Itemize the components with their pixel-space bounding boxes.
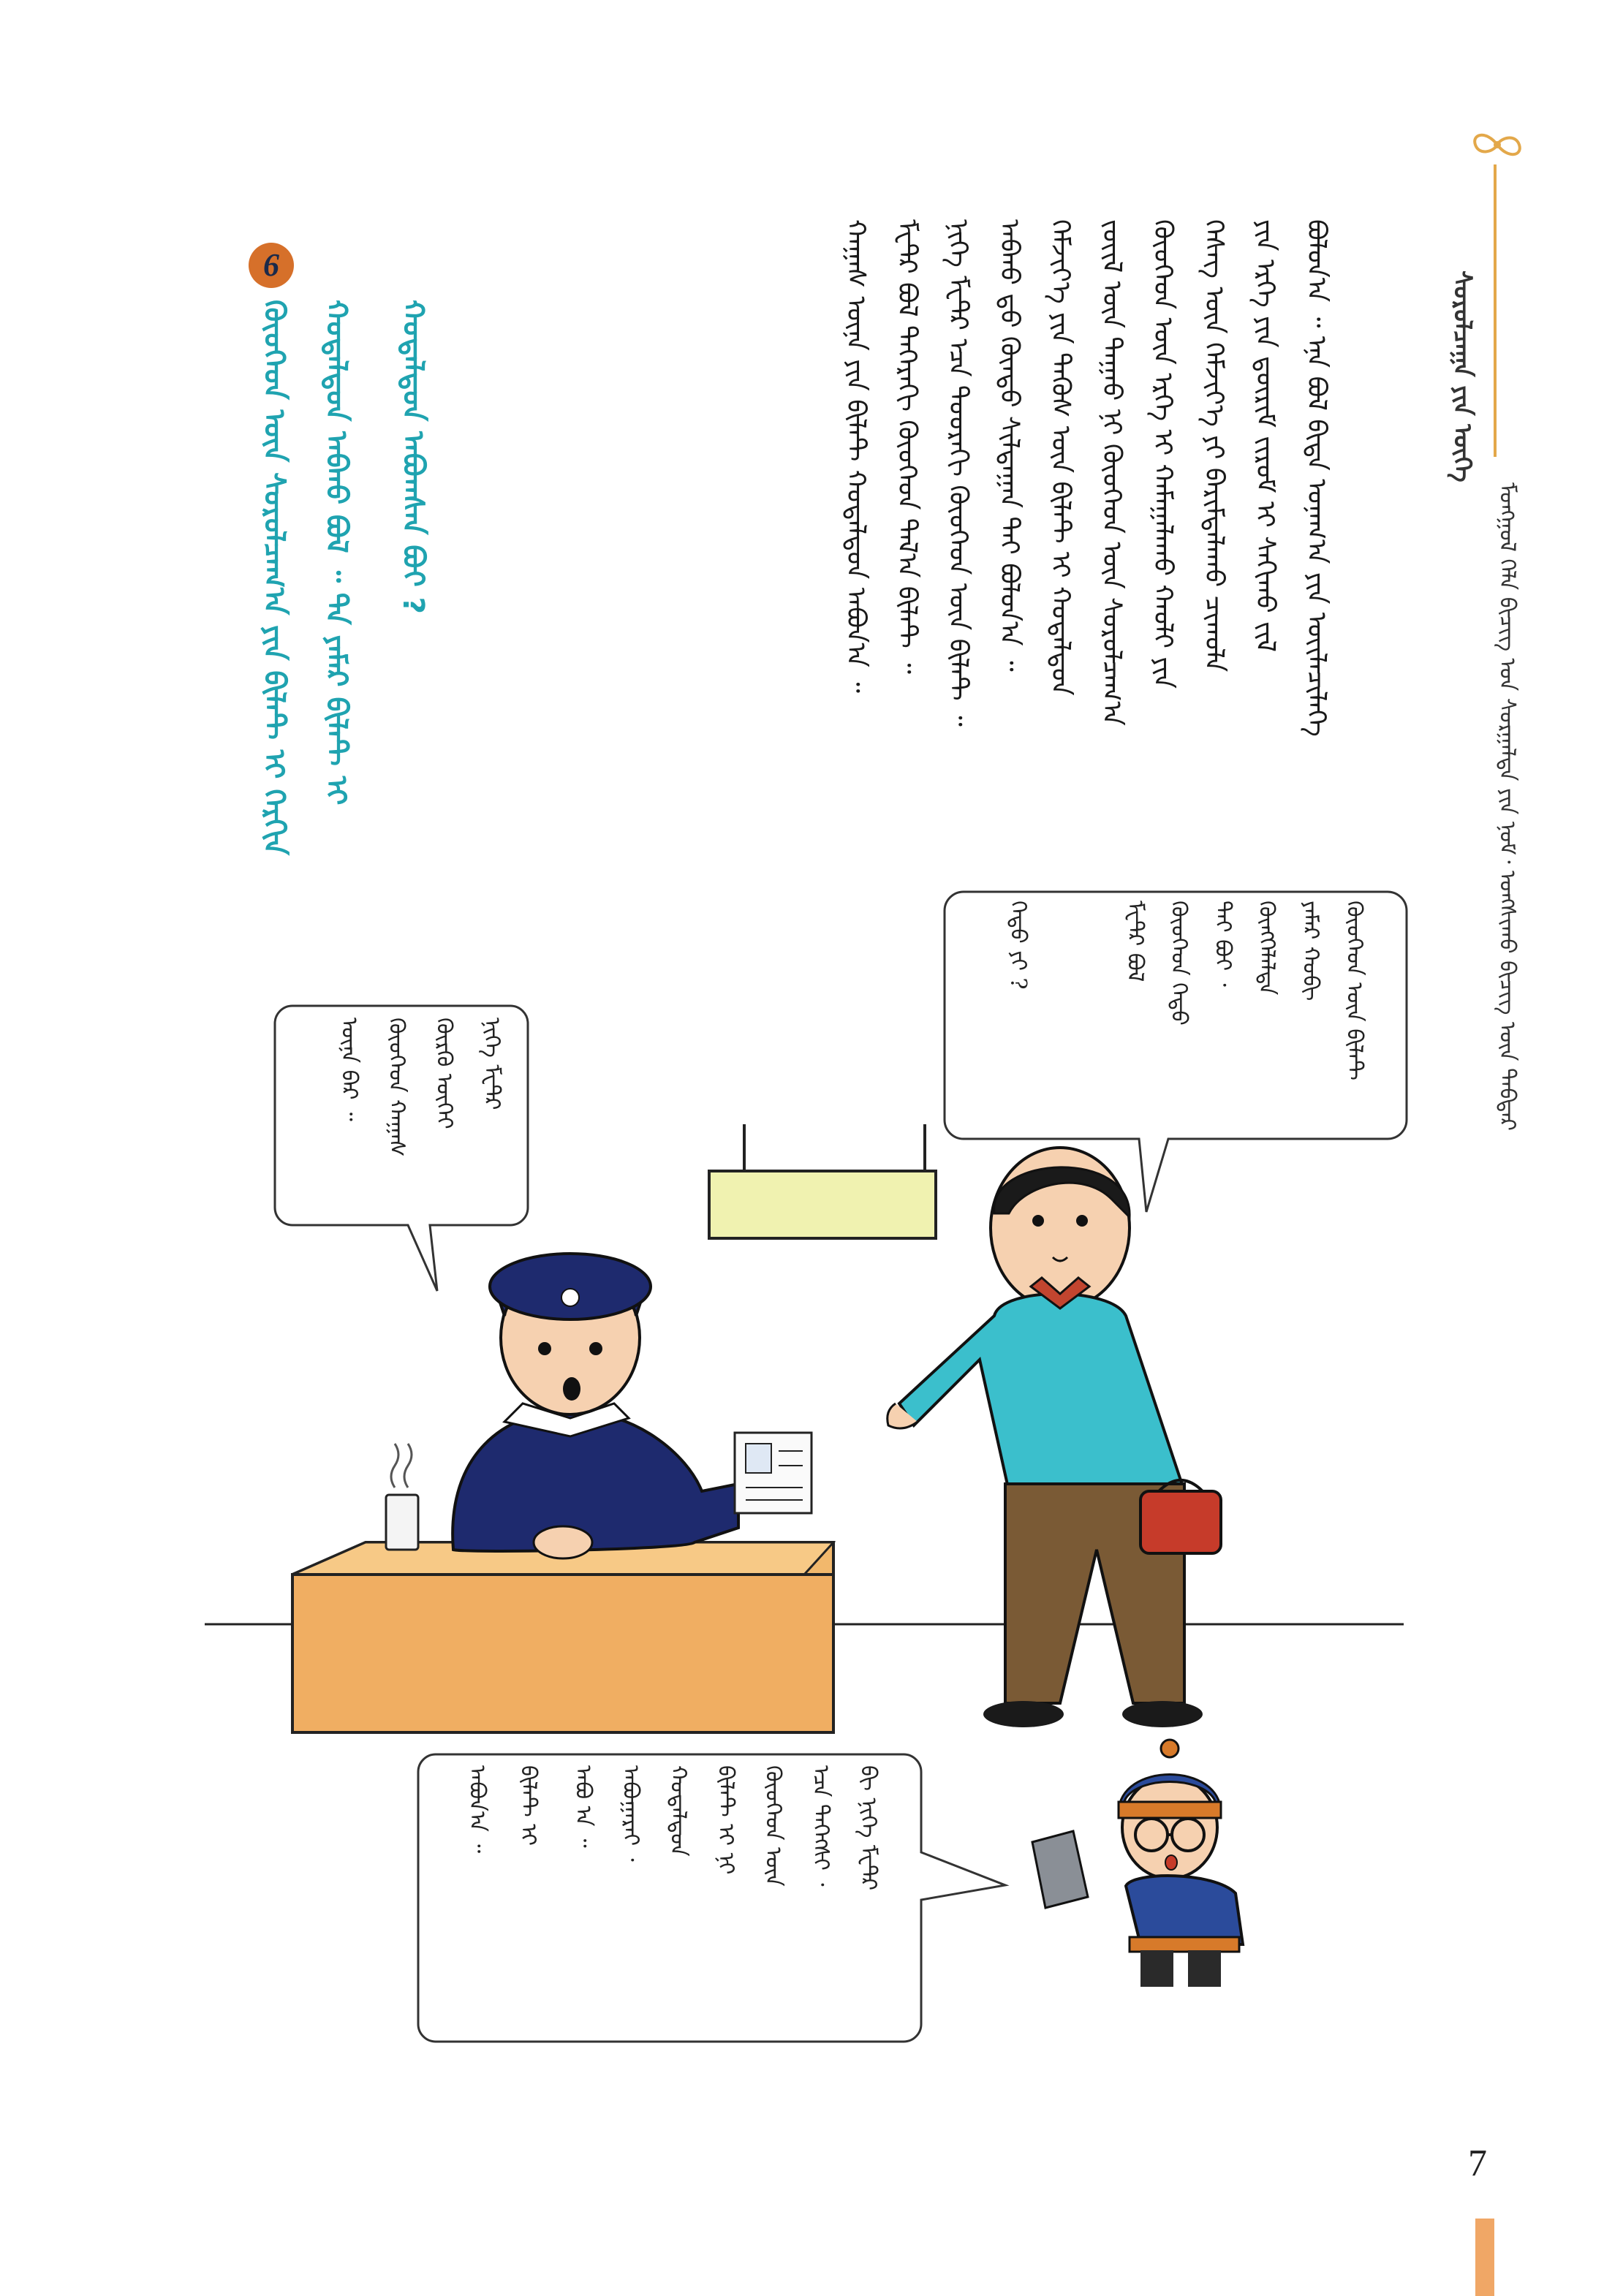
bubble-line: ᠦᠨᠡ ᠪᠡᠷ ᠃ xyxy=(336,1018,362,1121)
tea-cup xyxy=(386,1444,418,1550)
father-character xyxy=(888,1148,1221,1727)
question-line: ᠬᠦᠦᠬᠡᠳ ᠦᠨ ᠰᠤᠷᠤᠯᠴᠠᠭ᠎ᠠ ᠶᠢᠨ ᠪᠢᠯᠡᠲ ᠢ ᠬᠡᠷᠬᠢᠨ xyxy=(257,300,291,855)
ticket-clerk xyxy=(453,1254,812,1558)
body-line: ᠮᠧᠲ᠋ᠷ ᠪᠣᠯ ᠳᠡᠭᠡᠷᠡᠬᠢ ᠬᠦᠦᠬᠡᠳ ᠲᠠᠯ᠎ᠠ ᠪᠢᠯᠡᠲ ᠃ xyxy=(892,219,922,674)
body-line: ᠨᠢᠭᠡ ᠮᠧᠲ᠋ᠷ ᠡᠴᠡ ᠳᠣᠣᠷᠠᠬᠢ ᠬᠦᠦᠬᠡᠳ ᠦᠨ ᠪᠢᠯᠡᠲ ᠃ xyxy=(943,219,973,727)
bubble-line: ᠬᠦᠦᠬᠡᠳ ᠦᠨ ᠪᠢᠯᠡᠲ xyxy=(1342,901,1367,1081)
body-line: ᠵᠦᠢᠯ ᠦᠨ ᠳᠠᠭᠠᠤ ᠨᠢ ᠬᠦᠦᠬᠡᠳ ᠦᠨ ᠰᠤᠷᠤᠯᠴᠠᠭ᠎ᠠ xyxy=(1097,219,1127,726)
body-line: ᠠᠪᠬᠤ ᠳ᠋ᠤ ᠬᠦᠨᠳᠦ ᠰᠢᠯᠲᠠᠭᠠᠨ ᠲᠠᠢ ᠪᠣᠯᠤᠨ᠎ᠠ ᠃ xyxy=(994,219,1024,672)
bubble-line: ᠠᠪᠤᠭᠠᠷᠠᠢ ᠂ xyxy=(618,1765,643,1862)
page-accent-bar xyxy=(1475,2219,1494,2296)
header-subtitle: ᠮᠤᠩᠭᠤᠯ ᠬᠡᠯᠡ ᠪᠢᠴᠢᠭ᠌ ᠤᠨ ᠰᠤᠷᠭᠠᠯᠲᠠ ᠶᠢᠨ ᠨᠣᠮ᠂ ᠤᠩᠰᠢᠬᠤ ᠪᠢᠴᠢᠭ᠌ ᠦᠨ ᠳᠡᠪᠲᠡᠷ xyxy=(1494,482,1520,1132)
page-number: 7 xyxy=(1468,2142,1487,2184)
body-line: ᠬᠠᠭᠠᠰ ᠦᠨᠡ ᠶᠢᠨ ᠪᠢᠯᠡᠲ ᠬᠤᠳᠠᠯᠳᠤᠨ ᠠᠪᠤᠨ᠎ᠠ ᠃ xyxy=(841,219,871,693)
question-line: ᠬᠤᠳᠠᠯᠳᠤᠨ ᠠᠪᠤᠭᠰᠠᠨ ᠪᠤᠢ ? xyxy=(396,300,430,614)
bubble-line: ᠮᠧᠲ᠋ᠷ ᠪᠣᠯ xyxy=(1122,901,1148,982)
body-line: ᠬᠦᠦᠬᠡᠳ ᠦᠨ ᠡᠷᠬᠡ ᠢ ᠬᠠᠮᠠᠭᠠᠯᠠᠬᠤ ᠬᠠᠤᠯᠢ ᠶᠢᠨ xyxy=(1148,219,1178,689)
bubble-line: ᠲᠠᠢ ᠪᠤᠢ ᠂ xyxy=(1210,901,1236,987)
body-line: ᠪᠣᠯᠤᠨ᠎ᠠ ᠃ ᠡᠨᠡ ᠪᠣᠯ ᠪᠢᠳᠡ ᠤᠨᠠᠭ᠎ᠠ ᠶᠢᠨ ᠦᠢᠯᠡᠴᠢᠯᠡᠭᠡ xyxy=(1301,219,1331,737)
bubble-line: ᠬᠡᠳᠦ ᠶᠢ ? xyxy=(1005,901,1031,990)
bubble-line: ᠡᠴᠡ ᠳᠡᠭᠡᠭᠰᠢ ᠂ xyxy=(808,1765,833,1887)
bubble-line: ᠬᠤᠳᠠᠯᠳᠤᠨ xyxy=(665,1765,691,1857)
bubble-line: ᠨᠢᠭᠡ ᠮᠧᠲ᠋ᠷ xyxy=(479,1018,504,1110)
bubble-line: ᠬᠦᠷᠬᠦ ᠦᠭᠡᠢ xyxy=(431,1018,457,1129)
child-character xyxy=(1032,1740,1243,1987)
bubble-line: ᠶᠠᠮᠠᠷ ᠬᠤᠪᠢ xyxy=(1298,901,1323,1001)
ceiling-lamp xyxy=(709,1124,936,1238)
bubble-line: ᠪᠢᠯᠡᠲ ᠢ ᠨᠢ xyxy=(713,1765,738,1875)
bubble-line: ᠬᠦᠦᠬᠡᠳ ᠬᠠᠭᠠᠰ xyxy=(384,1018,409,1157)
bubble-line: ᠪᠢ ᠨᠢᠭᠡ ᠮᠧᠲ᠋ᠷ xyxy=(855,1765,881,1891)
question-number-badge: 6 xyxy=(249,243,294,288)
header-title: ᠰᠤᠷᠤᠯᠴᠠᠭᠠ ᠶᠢᠨ ᠦᠭᠡ xyxy=(1448,270,1477,482)
body-line: ᠬᠡᠰᠡᠭ ᠦᠨ ᠬᠡᠮᠵᠢᠶ᠎ᠡ ᠶᠢ ᠪᠠᠷᠢᠮᠲᠠᠯᠠᠬᠤ ᠴᠢᠬᠤᠯᠠ xyxy=(1199,219,1229,672)
bubble-line: ᠬᠥᠩᠭᠡᠯᠡᠯᠲᠡ xyxy=(1254,901,1279,996)
body-line: ᠶᠢᠨ ᠡᠷᠬᠡ ᠶᠢᠨ ᠳ᠋ᠦᠷᠢᠮ ᠵᠢᠷᠤᠮ ᠢ ᠰᠠᠬᠢᠬᠤ ᠵᠢᠯ xyxy=(1250,219,1280,653)
body-line: ᠬᠡᠮᠵᠢᠶ᠎ᠡ ᠶᠢᠨ ᠲᠡᠭᠦᠰ ᠦᠨ ᠪᠢᠯᠡᠲ ᠢ ᠬᠤᠳᠠᠯᠳᠤᠨ xyxy=(1045,219,1075,696)
bubble-line: ᠠᠪᠤᠨ᠎ᠠ ᠃ xyxy=(464,1765,490,1854)
ticket-desk xyxy=(292,1542,833,1732)
bubble-line: ᠬᠦᠦᠬᠡᠳ ᠬᠡᠳᠦ xyxy=(1166,901,1192,1026)
bubble-line: ᠪᠢᠯᠡᠲ ᠢ xyxy=(515,1765,541,1846)
bubble-line: ᠠᠪᠤ ᠠ ᠃ xyxy=(570,1765,596,1848)
bubble-line: ᠬᠦᠦᠬᠡᠳ ᠦᠨ xyxy=(760,1765,786,1887)
question-line: ᠬᠤᠳᠠᠯᠳᠤᠨ ᠠᠪᠬᠤ ᠪᠣᠯ ᠃ ᠲᠠ ᠶᠠᠮᠠᠷ ᠪᠢᠯᠡᠲ ᠢ xyxy=(319,300,353,806)
